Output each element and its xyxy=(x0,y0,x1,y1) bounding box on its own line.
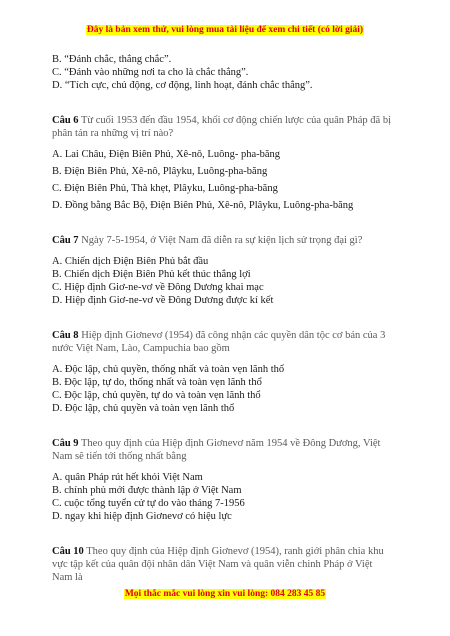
question-8-label: Câu 8 xyxy=(52,330,79,341)
question-6-option-d: D. Đồng bằng Bắc Bộ, Điện Biên Phủ, Xê-nô, Plâyku, Luông-pha-băng xyxy=(52,200,354,211)
question-7-label: Câu 7 xyxy=(52,235,79,246)
question-7-option-b: B. Chiến dịch Điện Biên Phủ kết thúc thắng lợi xyxy=(52,269,251,280)
prev-option-c: C. “Đánh vào những nơi ta cho là chắc thắng”. xyxy=(52,67,249,78)
question-8-option-b: B. Độc lập, tự do, thống nhất và toàn vẹn lãnh thổ xyxy=(52,377,262,388)
question-8-option-c: C. Độc lập, chủ quyền, tự do và toàn vẹn lãnh thổ xyxy=(52,390,261,401)
contact-text: Mọi thắc mắc vui lòng xin vui lòng: 084 283 45 85 xyxy=(124,589,326,599)
question-8-text: Hiệp định Giơnevơ (1954) đã công nhận các quyền dân tộc cơ bản của 3 nước Việt Nam, Lào, Campuchia bao gồm xyxy=(52,330,386,354)
question-10-text: Theo quy định của Hiệp định Giơnevơ (1954), ranh giới phân chia khu vực tập kết của quân đội nhân dân Việt Nam và quân viễn chinh Pháp ở Việt Nam là xyxy=(52,546,384,583)
question-9-option-d: D. ngay khi hiệp định Giơnevơ có hiệu lực xyxy=(52,511,232,522)
question-10 xyxy=(52,545,392,584)
question-9-label: Câu 9 xyxy=(52,438,79,449)
question-6-option-b: B. Điện Biên Phủ, Xê-nô, Plâyku, Luông-pha-băng xyxy=(52,166,268,177)
question-6 xyxy=(52,114,392,140)
question-7 xyxy=(52,234,392,247)
question-9-option-c: C. cuộc tổng tuyển cử tự do vào tháng 7-1956 xyxy=(52,498,245,509)
preview-notice-banner xyxy=(0,25,450,36)
question-7-option-c: C. Hiệp định Giơ-ne-vơ về Đông Dương khai mạc xyxy=(52,282,264,293)
question-8 xyxy=(52,329,392,355)
question-8-option-a: A. Độc lập, chủ quyền, thống nhất và toàn vẹn lãnh thổ xyxy=(52,364,285,375)
prev-option-d: D. “Tích cực, chủ động, cơ động, linh hoạt, đánh chắc thắng”. xyxy=(52,80,313,91)
question-7-option-d: D. Hiệp định Giơ-ne-vơ về Đông Dương được kí kết xyxy=(52,295,274,306)
question-8-option-d: D. Độc lập, chủ quyền và toàn vẹn lãnh thổ xyxy=(52,403,235,414)
document-body xyxy=(52,53,392,584)
contact-banner xyxy=(0,589,450,600)
question-10-label: Câu 10 xyxy=(52,546,84,557)
question-7-option-a: A. Chiến dịch Điện Biên Phủ bắt đầu xyxy=(52,256,209,267)
question-6-text: Từ cuối 1953 đến đầu 1954, khối cơ động chiến lược của quân Pháp đã bị phân tán ra những vị trí nào? xyxy=(52,115,392,139)
question-9-text: Theo quy định của Hiệp định Giơnevơ năm 1954 về Đông Dương, Việt Nam sẽ tiến tới thống nhất bằng xyxy=(52,438,381,462)
question-7-text: Ngày 7-5-1954, ở Việt Nam đã diễn ra sự kiện lịch sử trọng đại gì? xyxy=(81,235,363,246)
question-6-option-c: C. Điện Biên Phủ, Thà khẹt, Plâyku, Luông-pha-băng xyxy=(52,183,278,194)
prev-option-b: B. “Đánh chắc, thắng chắc”. xyxy=(52,54,172,65)
question-6-label: Câu 6 xyxy=(52,115,79,126)
question-9-option-b: B. chính phủ mới được thành lập ở Việt Nam xyxy=(52,485,242,496)
question-9 xyxy=(52,437,392,463)
preview-notice-text: Đây là bản xem thử, vui lòng mua tài liệu để xem chi tiết (có lời giải) xyxy=(86,25,364,35)
question-9-option-a: A. quân Pháp rút hết khỏi Việt Nam xyxy=(52,472,203,483)
question-6-option-a: A. Lai Châu, Điện Biên Phủ, Xê-nô, Luông- pha-băng xyxy=(52,149,281,160)
